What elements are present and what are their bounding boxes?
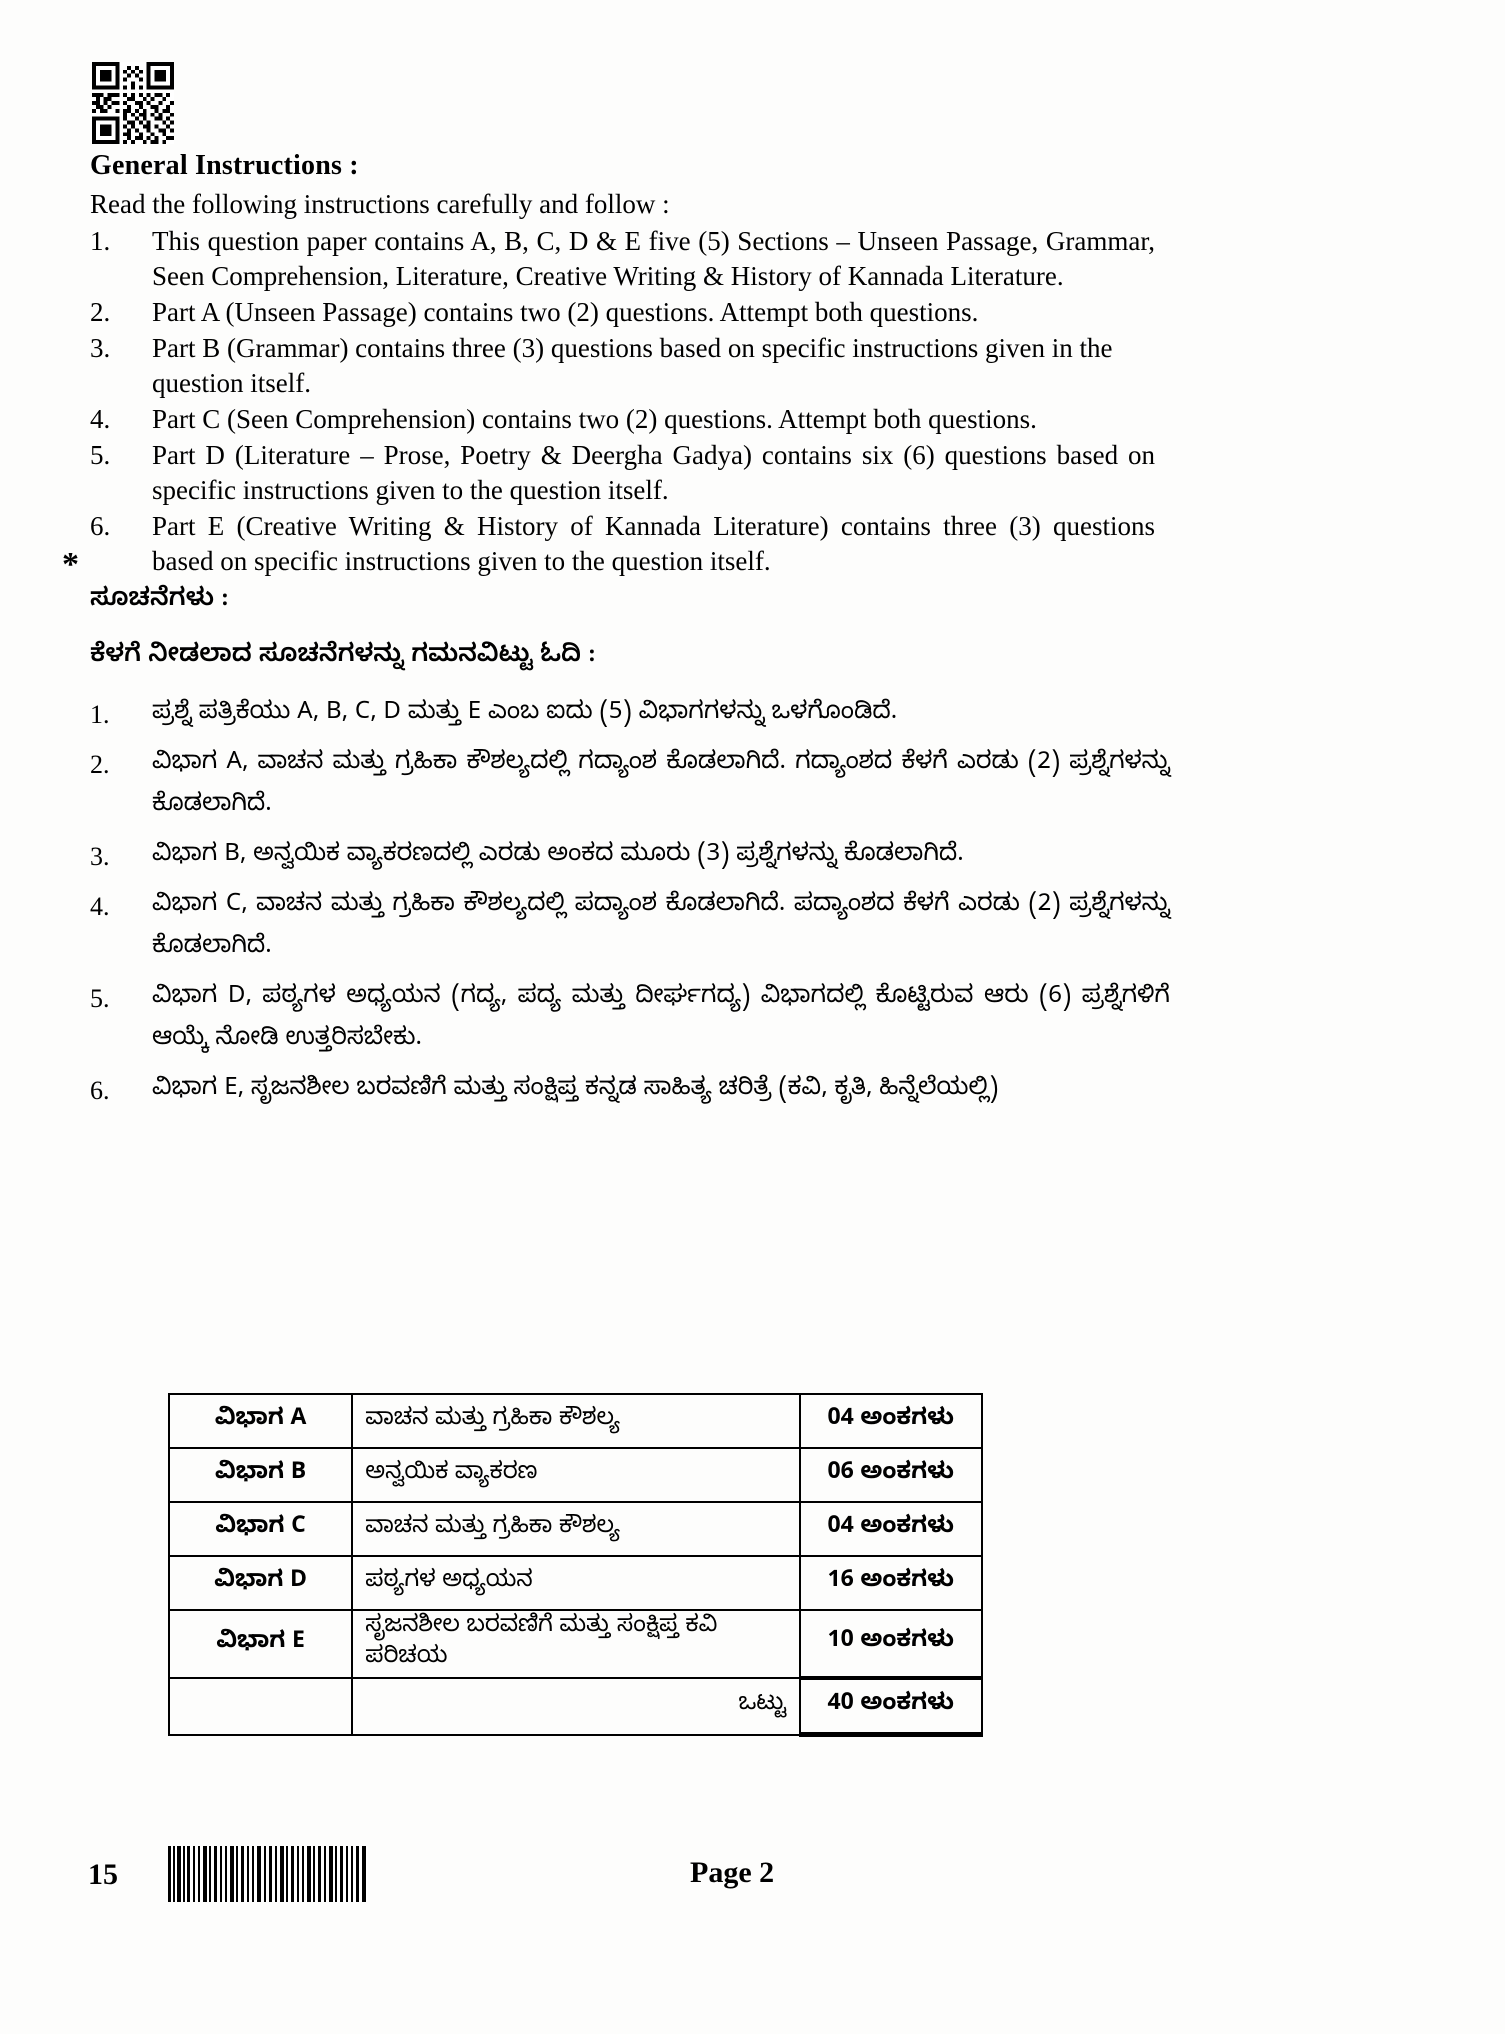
- list-item: [90, 744, 1170, 828]
- list-item-number: 5.: [90, 984, 110, 1013]
- list-item-text: Part E (Creative Writing & History of Kannada Literature) contains three (3) questions based on specific instructions given to the question itself.: [152, 511, 1155, 576]
- table-row-total: [169, 1678, 982, 1735]
- list-item-number: 3.: [90, 842, 110, 871]
- english-instructions-lead: Read the following instructions carefully and follow :: [90, 189, 670, 219]
- list-item: [90, 331, 1155, 401]
- list-item-text: ಪ್ರಶ್ನೆ ಪತ್ರಿಕೆಯು A, B, C, D ಮತ್ತು E ಎಂಬ ಐದು (5) ವಿಭಾಗಗಳನ್ನು ಒಳಗೊಂಡಿದೆ.: [152, 699, 898, 731]
- kannada-instructions-title: ಸೂಚನೆಗಳು :: [90, 585, 229, 619]
- english-instructions-title: General Instructions :: [90, 150, 359, 181]
- list-item-number: 2.: [90, 750, 110, 779]
- list-item-text: ವಿಭಾಗ A, ವಾಚನ ಮತ್ತು ಗ್ರಹಿಕಾ ಕೌಶಲ್ಯದಲ್ಲಿ ಗದ್ಯಾಂಶ ಕೊಡಲಾಗಿದೆ. ಗದ್ಯಾಂಶದ ಕೆಳಗೆ ಎರಡು (2) ಪ್ರಶ್ನೆಗಳನ್ನು ಕೊಡಲಾಗಿದೆ.: [152, 749, 1170, 823]
- asterisk-margin-mark: *: [62, 546, 79, 583]
- list-item-number: 6.: [90, 1076, 110, 1105]
- table-cell-section: ವಿಭಾಗ E: [169, 1610, 352, 1678]
- list-item-text: Part B (Grammar) contains three (3) questions based on specific instructions given in the question itself.: [152, 333, 1113, 398]
- table-cell-description: ವಾಚನ ಮತ್ತು ಗ್ರಹಿಕಾ ಕೌಶಲ್ಯ: [352, 1394, 799, 1448]
- list-item: [90, 978, 1170, 1062]
- list-item: [90, 224, 1155, 294]
- table-cell-description: ಅನ್ವಯಿಕ ವ್ಯಾಕರಣ: [352, 1448, 799, 1502]
- list-item-text: This question paper contains A, B, C, D & E five (5) Sections – Unseen Passage, Grammar, Seen Comprehension, Literature, Creative Writing & History of Kannada Literature.: [152, 226, 1155, 291]
- list-item-number: 1.: [90, 226, 111, 256]
- table-cell-marks: 04 ಅಂಕಗಳು: [800, 1394, 982, 1448]
- table-cell-description: ಪಠ್ಯಗಳ ಅಧ್ಯಯನ: [352, 1556, 799, 1610]
- list-item-number: 1.: [90, 700, 110, 729]
- page-number-label: Page 2: [690, 1856, 775, 1889]
- list-item: [90, 1070, 1170, 1112]
- english-instructions-list: [90, 224, 1155, 579]
- list-item-number: 5.: [90, 440, 111, 470]
- table-cell-marks: 06 ಅಂಕಗಳು: [800, 1448, 982, 1502]
- marks-distribution-table: [168, 1393, 983, 1737]
- table-row: [169, 1610, 982, 1678]
- list-item-text: ವಿಭಾಗ D, ಪಠ್ಯಗಳ ಅಧ್ಯಯನ (ಗದ್ಯ, ಪದ್ಯ ಮತ್ತು ದೀರ್ಘಗದ್ಯ) ವಿಭಾಗದಲ್ಲಿ ಕೊಟ್ಟಿರುವ ಆರು (6) ಪ್ರಶ್ನೆಗಳಿಗೆ ಆಯ್ಕೆ ನೋಡಿ ಉತ್ತರಿಸಬೇಕು.: [152, 983, 1170, 1057]
- list-item: [90, 295, 1155, 330]
- list-item: [90, 694, 1170, 736]
- list-item-number: 2.: [90, 297, 111, 327]
- barcode-icon: [168, 1846, 368, 1902]
- table-cell-marks: 16 ಅಂಕಗಳು: [800, 1556, 982, 1610]
- footer-left-number: 15: [88, 1858, 118, 1891]
- page-footer: [0, 1838, 1505, 1918]
- table-row: [169, 1556, 982, 1610]
- list-item-text: Part C (Seen Comprehension) contains two (2) questions. Attempt both questions.: [152, 404, 1037, 434]
- list-item: [90, 438, 1155, 508]
- table-row: [169, 1502, 982, 1556]
- table-row: [169, 1448, 982, 1502]
- table-cell-description: ವಾಚನ ಮತ್ತು ಗ್ರಹಿಕಾ ಕೌಶಲ್ಯ: [352, 1502, 799, 1556]
- table-cell-section: ವಿಭಾಗ B: [169, 1448, 352, 1502]
- kannada-instructions-block: [90, 582, 1170, 1120]
- table-cell-total-marks: 40 ಅಂಕಗಳು: [800, 1678, 982, 1735]
- qr-code-icon: [92, 62, 174, 144]
- table-cell-description: ಸೃಜನಶೀಲ ಬರವಣಿಗೆ ಮತ್ತು ಸಂಕ್ಷಿಪ್ತ ಕವಿ ಪರಿಚಯ: [352, 1610, 799, 1678]
- list-item-text: Part D (Literature – Prose, Poetry & Deergha Gadya) contains six (6) questions based on specific instructions given to the question itself.: [152, 440, 1155, 505]
- table-cell-marks: 10 ಅಂಕಗಳು: [800, 1610, 982, 1678]
- kannada-instructions-list: [90, 694, 1170, 1112]
- list-item-number: 4.: [90, 404, 111, 434]
- english-instructions-block: [90, 148, 1155, 579]
- list-item-text: ವಿಭಾಗ C, ವಾಚನ ಮತ್ತು ಗ್ರಹಿಕಾ ಕೌಶಲ್ಯದಲ್ಲಿ ಪದ್ಯಾಂಶ ಕೊಡಲಾಗಿದೆ. ಪದ್ಯಾಂಶದ ಕೆಳಗೆ ಎರಡು (2) ಪ್ರಶ್ನೆಗಳನ್ನು ಕೊಡಲಾಗಿದೆ.: [152, 891, 1170, 965]
- list-item: [90, 402, 1155, 437]
- list-item-text: ವಿಭಾಗ B, ಅನ್ವಯಿಕ ವ್ಯಾಕರಣದಲ್ಲಿ ಎರಡು ಅಂಕದ ಮೂರು (3) ಪ್ರಶ್ನೆಗಳನ್ನು ಕೊಡಲಾಗಿದೆ.: [152, 841, 964, 873]
- table-cell-empty: [169, 1678, 352, 1735]
- list-item: [90, 836, 1170, 878]
- list-item-text: ವಿಭಾಗ E, ಸೃಜನಶೀಲ ಬರವಣಿಗೆ ಮತ್ತು ಸಂಕ್ಷಿಪ್ತ ಕನ್ನಡ ಸಾಹಿತ್ಯ ಚರಿತ್ರೆ (ಕವಿ, ಕೃತಿ, ಹಿನ್ನೆಲೆಯಲ್ಲಿ): [152, 1075, 999, 1107]
- kannada-instructions-lead: ಕೆಳಗೆ ನೀಡಲಾದ ಸೂಚನೆಗಳನ್ನು ಗಮನವಿಟ್ಟು ಓದಿ :: [90, 641, 596, 675]
- table-cell-section: ವಿಭಾಗ D: [169, 1556, 352, 1610]
- table-row: [169, 1394, 982, 1448]
- marks-distribution-table-wrapper: [168, 1393, 983, 1737]
- list-item: [90, 886, 1170, 970]
- list-item-text: Part A (Unseen Passage) contains two (2) questions. Attempt both questions.: [152, 297, 979, 327]
- list-item: [90, 509, 1155, 579]
- list-item-number: 6.: [90, 511, 111, 541]
- list-item-number: 3.: [90, 333, 111, 363]
- table-cell-section: ವಿಭಾಗ A: [169, 1394, 352, 1448]
- table-cell-total-label: ಒಟ್ಟು: [352, 1678, 799, 1735]
- table-cell-section: ವಿಭಾಗ C: [169, 1502, 352, 1556]
- table-cell-marks: 04 ಅಂಕಗಳು: [800, 1502, 982, 1556]
- list-item-number: 4.: [90, 892, 110, 921]
